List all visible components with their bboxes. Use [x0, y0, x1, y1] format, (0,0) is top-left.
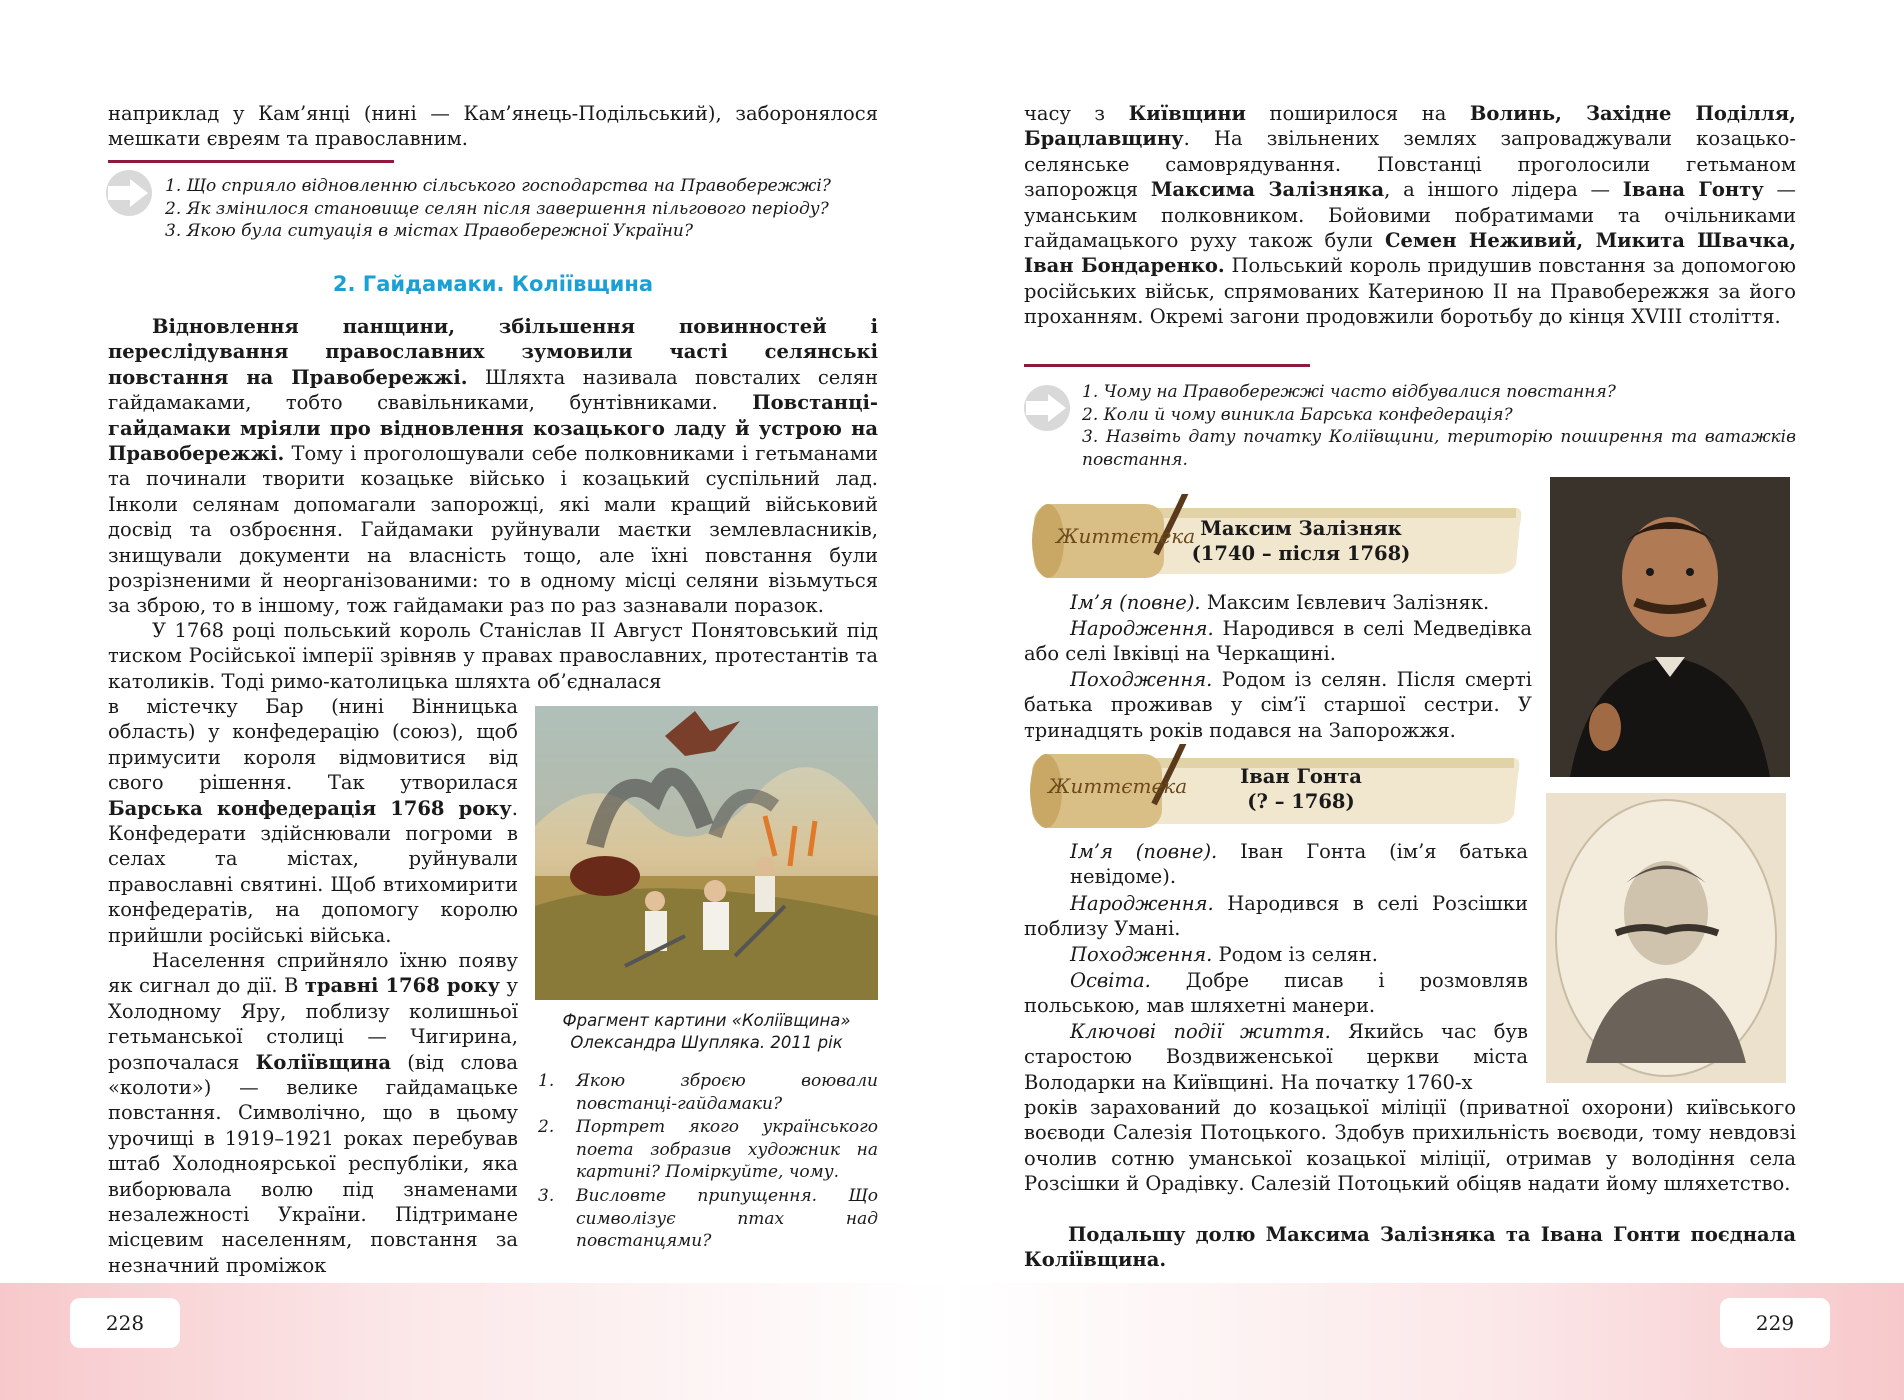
paragraph-continuation [1024, 101, 1796, 330]
review-question: 2. Коли й чому виникла Барська конфедерація? [1082, 404, 1513, 425]
text: Шляхта називала повсталих селян гайдамаками, тобто свавільниками, бунтівниками. [108, 365, 878, 415]
section-divider [108, 160, 394, 163]
bold-text: Семен Неживий, Микита Швачка, Іван Бондаренко. [1024, 229, 1796, 278]
bold-text: Відновлення панщини, збільшення повинностей і переслідування православних зумовили часті селянські повстання на Правобережжі. [108, 315, 878, 389]
text: у Холодному Яру, поблизу колишньої гетьманської столиці — Чигирина, розпочалася [108, 974, 519, 1074]
paragraph-haidamaky [108, 314, 878, 619]
closing-paragraph [1024, 1222, 1796, 1273]
bio-label: Ключові події життя. [1070, 1020, 1331, 1043]
section-divider [1024, 364, 1310, 367]
text: У 1768 році польський король Станіслав ІІ Август Понятовський під тиском Російської імперії зрівняв у правах православних, протестантів та католиків. Тоді римо-католицька шляхта об’єдналася [108, 619, 878, 693]
bold-text: травні 1768 року [304, 974, 501, 998]
bio-text: Народився в селі Медведівка або селі Івківці на Черкащині. [1024, 617, 1532, 666]
bold-text: Коліївщина [255, 1050, 391, 1074]
bio-label: Народження. [1070, 892, 1214, 915]
text: Польський король придушив повстання за допомогою російських військ, спрямованих Катериною ІІ на Правобережжя за його проханням. Окремі загони продовжили боротьбу до кінця XVIII століття. [1024, 254, 1796, 329]
bio-text: Іван Гонта (ім’я батька невідоме). [1070, 840, 1528, 889]
question-text: Портрет якого українського поета зобразив художник на картині? Поміркуйте, чому. [576, 1117, 878, 1182]
bio-label: Освіта. [1070, 969, 1151, 992]
bold-text: Подальшу долю Максима Залізняка та Івана Гонти поєднала Коліївщина. [1024, 1223, 1796, 1272]
questions-arrow-icon [1024, 385, 1070, 431]
page-number-right: 229 [1720, 1298, 1830, 1348]
question-text: Висловте припущення. Що символізує птах над повстанцями? [576, 1186, 878, 1251]
bio-honta-origin [1070, 942, 1528, 967]
paragraph-bar-confederation [108, 694, 518, 948]
review-question: 2. Як змінилося становище селян після завершення пільгового періоду? [165, 198, 829, 219]
bio-zalizniak-birth [1024, 616, 1532, 667]
bold-text: Повстанці-гайдамаки мріяли про відновлення козацького ладу й устрою на Правобережжі. [108, 391, 878, 466]
bio-text: Родом із селян. Після смерті батька проживав у сім’ї старшої сестри. У тринадцять років подався на Запорожжя. [1024, 668, 1532, 742]
bio-honta-events [1024, 1019, 1528, 1095]
review-questions [1082, 381, 1796, 471]
image-question [538, 1185, 878, 1253]
text: (від слова «колоти») — велике гайдамацьке повстання. Символічно, що в цьому урочищі в 1919–1921 роках перебував штаб Холодноярської республіки, яка виборювала волю під знаменами незалежності України. Підтримане місцевим населенням, повстання за незначний проміжок [108, 1050, 518, 1277]
bold-text: Волинь, Західне Поділля, Брацлавщину [1024, 102, 1796, 151]
bio-honta-education [1024, 968, 1528, 1019]
bio-header-zalizniak [1176, 516, 1426, 566]
text: , а іншого лідера — [1384, 178, 1623, 202]
bold-text: Івана Гонту [1622, 178, 1764, 202]
question-number: 1. [538, 1071, 555, 1091]
bio-text: Родом із селян. [1212, 943, 1378, 966]
question-number: 2. [538, 1117, 555, 1137]
text: . Конфедерати здійснювали погроми в селах та містах, руйнували православні святині. Щоб втихомирити конфедератів, на допомогу королю прийшли російські війська. [108, 796, 518, 947]
caption-line: Олександра Шупляка. 2011 рік [570, 1033, 843, 1052]
text: часу з [1024, 102, 1129, 125]
bio-text: Якийсь час був старостою Воздвиженської церкви міста Володарки на Київщині. На початку 1760-х [1024, 1020, 1528, 1094]
question-text: Якою зброєю воювали повстанці-гайдамаки? [576, 1071, 878, 1114]
bio-text: років зарахований до козацької міліції (приватної охорони) київського воєводи Салезія Потоцького. Здобув прихильність воєводи, тому невдовзі очолив сотню уманської козацької міліції, отримав у володіння села Розсішки й Орадівку. Салезій Потоцький обіцяв надати йому шляхетство. [1024, 1096, 1796, 1196]
review-question: 3. Назвіть дату початку Коліївщини, територію поширення та ватажків повстання. [1082, 427, 1796, 470]
painting-caption [535, 1010, 878, 1054]
bio-label: Ім’я (повне). [1070, 591, 1201, 614]
bio-years: (? – 1768) [1247, 790, 1355, 813]
text: поширилося на [1246, 102, 1470, 125]
image-question [538, 1070, 878, 1115]
bio-zalizniak-name-line [1070, 590, 1530, 615]
bold-text: Максима Залізняка [1150, 178, 1385, 202]
bio-name: Іван Гонта [1240, 765, 1362, 788]
bio-label: Ім’я (повне). [1070, 840, 1218, 863]
bio-header-honta [1176, 764, 1426, 814]
bio-text: Добре писав і розмовляв польською, мав шляхетні манери. [1024, 969, 1528, 1018]
caption-line: Фрагмент картини «Коліївщина» [562, 1011, 851, 1030]
bio-honta-name-line [1070, 839, 1528, 890]
paragraph-koliivshchyna [108, 948, 518, 1278]
bio-label: Походження. [1070, 943, 1213, 966]
review-question: 1. Чому на Правобережжі часто відбувалися повстання? [1082, 382, 1616, 402]
text: . На звільнених землях запроваджували козацько-селянське самоврядування. Повстанці проголосили гетьманом запорожця [1024, 127, 1796, 202]
intro-text: наприклад у Кам’янці (нині — Кам’янець-Подільський), заборонялося мешкати євреям та православним. [108, 102, 878, 151]
bio-years: (1740 – після 1768) [1191, 542, 1411, 565]
review-question: 1. Що сприяло відновленню сільського господарства на Правобережжі? [165, 176, 831, 196]
question-number: 3. [538, 1186, 555, 1206]
bold-text: Київщини [1128, 102, 1247, 125]
portrait-honta-image [1546, 793, 1786, 1083]
review-questions [165, 175, 885, 243]
image-questions [538, 1070, 878, 1250]
bio-text: Максим Ієвлевич Залізняк. [1200, 591, 1490, 614]
painting-koliivshchyna-image [535, 706, 878, 1000]
review-question: 3. Якою була ситуація в містах Правобережної України? [165, 221, 693, 241]
image-question [538, 1116, 878, 1184]
bio-label: Походження. [1070, 668, 1213, 691]
text: — уманським полковником. Бойовими побратимами та очільниками гайдамацького руху також були [1024, 178, 1797, 253]
text: в містечку Бар (нині Вінницька область) у конфедерацію (союз), щоб примусити короля відмовитися від свого рішення. Так утворилася [108, 695, 518, 795]
intro-paragraph [108, 101, 878, 152]
bio-honta-events-continued [1024, 1095, 1796, 1197]
section-title: 2. Гайдамаки. Коліївщина [332, 272, 654, 296]
zhyttieteka-label: Життєтека [1048, 774, 1188, 798]
questions-arrow-icon [106, 170, 152, 216]
portrait-zalizniak-image [1550, 477, 1790, 777]
bio-name: Максим Залізняк [1200, 517, 1402, 540]
bio-zalizniak-origin [1024, 667, 1532, 743]
bio-label: Народження. [1070, 617, 1214, 640]
bio-honta-birth [1024, 891, 1528, 942]
page-number-left: 228 [70, 1298, 180, 1348]
paragraph-1768-full [108, 618, 878, 694]
bio-text: Народився в селі Розсішки поблизу Умані. [1024, 892, 1528, 941]
text: Тому і проголошували себе полковниками і гетьманами та починали творити козацьке військо і козацький суспільний лад. Інколи селянам допомагали запорожці, які мали кращий військовий досвід та озброєння. Гайдамаки руйнували маєтки землевласників, знищували документи на власність тощо, але їхні повстання були розрізненими й неорганізованими: то в одному місці селяни візьмуться за зброю, то в іншому, тож гайдамаки раз по раз зазнавали поразок. [108, 442, 878, 618]
zhyttieteka-label: Життєтека [1056, 524, 1196, 548]
bold-text: Барська конфедерація 1768 року [108, 796, 512, 820]
text: Населення сприйняло їхню появу як сигнал до дії. В [108, 949, 518, 998]
